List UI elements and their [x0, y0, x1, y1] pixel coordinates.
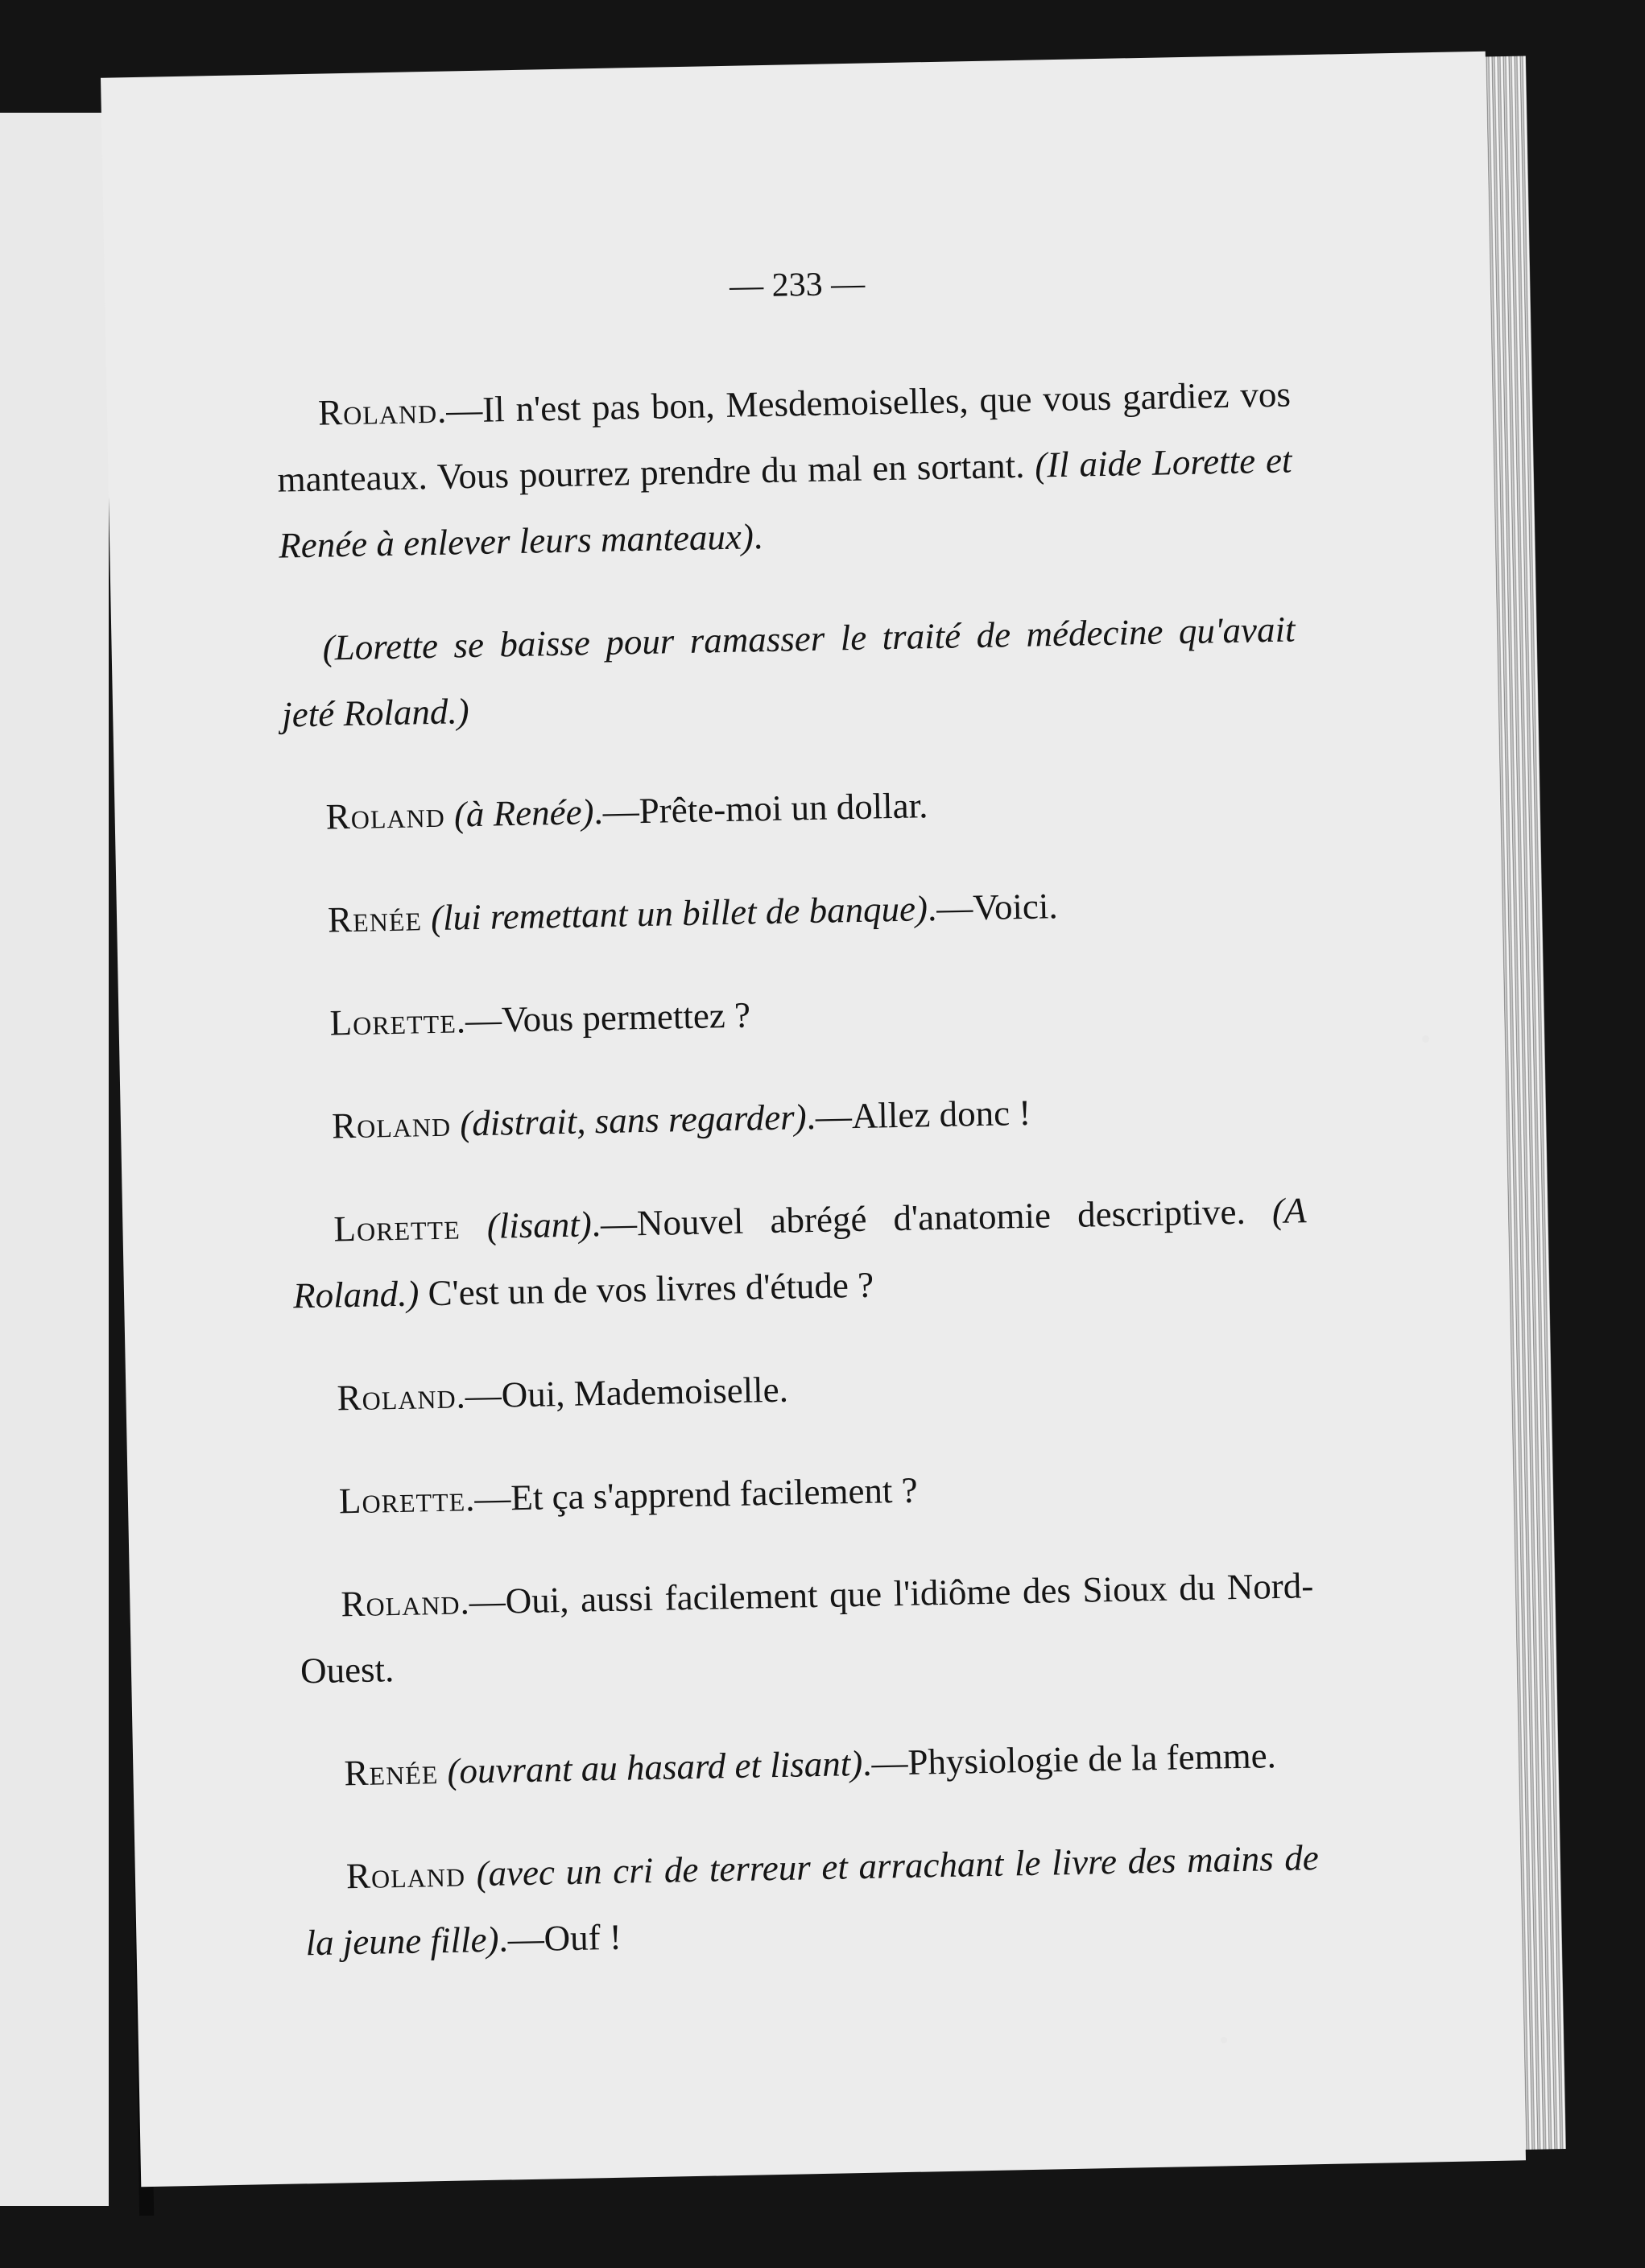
speech-paragraph: [304, 1824, 1321, 1976]
stage-direction: (A Roland.): [292, 1190, 1307, 1316]
stage-direction: (Il aide Lorette et Renée à enlever leurs manteaux): [278, 440, 1292, 566]
speech-text: [460, 1206, 487, 1247]
speaker-name: Renée: [344, 1751, 439, 1794]
speech-text: C'est un de vos livres d'étude ?: [418, 1264, 874, 1314]
scan-speck: [1422, 1035, 1429, 1043]
speech-text: .—Oui, Mademoiselle.: [456, 1369, 789, 1416]
speaker-name: Roland: [345, 1853, 466, 1897]
speech-text: .—Ouf !: [498, 1916, 622, 1960]
speech-text: .: [753, 516, 763, 557]
speaker-name: Renée: [327, 898, 423, 940]
speech-text: .—Et ça s'apprend facilement ?: [465, 1469, 919, 1519]
speaker-name: Lorette: [338, 1478, 466, 1522]
stage-direction: (distrait, sans regarder): [459, 1097, 808, 1144]
speaker-name: Lorette: [333, 1206, 461, 1250]
speech-text: [421, 898, 431, 938]
speech-paragraph: [283, 765, 1299, 850]
page-number: — 233 —: [729, 265, 866, 305]
speech-paragraph: [291, 1177, 1308, 1328]
stage-direction: (Lorette se baisse pour ramasser le traité de médecine qu'avait jeté Roland.): [281, 609, 1296, 735]
speech-paragraph: [295, 1346, 1310, 1431]
speaker-name: Roland: [331, 1103, 452, 1146]
speech-paragraph: [302, 1721, 1317, 1807]
speech-text: .—Il n'est pas bon, Mesdemoiselles, que vous gardiez vos manteaux. Vous pourrez prendre du mal en sortant.: [277, 374, 1292, 500]
speaker-name: Roland: [337, 1375, 457, 1419]
speech-paragraph: [285, 868, 1300, 953]
speech-paragraph: [289, 1074, 1304, 1159]
speech-text: [465, 1853, 477, 1894]
speaker-name: Roland: [325, 794, 446, 837]
speech-paragraph: [287, 971, 1303, 1056]
stage-direction: (à Renée): [453, 791, 594, 835]
speaker-name: Roland: [317, 390, 438, 433]
speech-paragraph: [296, 1449, 1312, 1535]
stage-direction: (ouvrant au hasard et lisant): [446, 1742, 863, 1791]
scan-speck: [1221, 2037, 1227, 2043]
speech-paragraph: [275, 361, 1293, 578]
speech-text: .—Physiologie de la femme.: [862, 1735, 1277, 1783]
speech-text: [438, 1751, 448, 1791]
speech-text: .—Allez donc !: [806, 1092, 1031, 1138]
book-page: [101, 52, 1526, 2187]
dialogue-text: [275, 361, 1321, 2013]
speech-paragraph: [299, 1552, 1316, 1704]
stage-direction-paragraph: [280, 596, 1297, 747]
speaker-name: Lorette: [329, 1000, 457, 1043]
stage-direction: (avec un cri de terreur et arrachant le livre des mains de la jeune fille): [305, 1837, 1320, 1964]
speech-text: .—Nouvel abrégé d'anatomie descriptive.: [591, 1191, 1273, 1245]
stage-direction: (lui remettant un billet de banque): [430, 888, 928, 939]
stage-direction: (lisant): [486, 1204, 593, 1246]
speech-text: .—Voici.: [927, 886, 1059, 929]
speech-text: .—Oui, aussi facilement que l'idiôme des Sioux du Nord-Ouest.: [300, 1565, 1314, 1692]
speech-text: .—Prête-moi un dollar.: [593, 785, 928, 832]
speech-text: .—Vous permettez ?: [456, 994, 751, 1041]
speaker-name: Roland: [340, 1581, 461, 1625]
facing-page-edge: [0, 113, 109, 2206]
